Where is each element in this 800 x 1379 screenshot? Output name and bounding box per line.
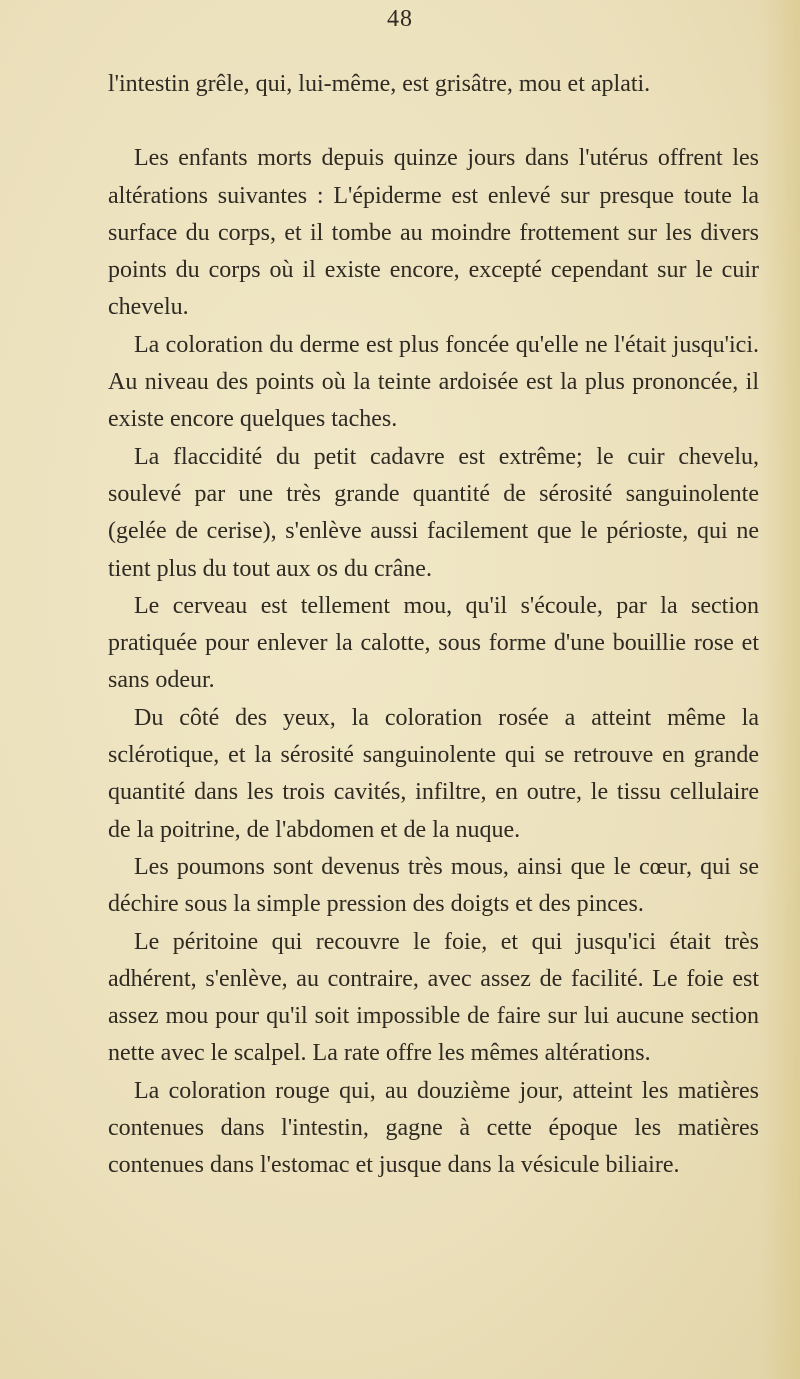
paragraph: Le péritoine qui recouvre le foie, et qui jusqu'ici était très adhérent, s'enlève, au contraire, avec assez de facilité. Le foie est assez mou pour qu'il soit impossible de faire sur lui aucune section nette avec le scalpel. La rate offre les mêmes altérations.	[108, 928, 759, 1067]
paragraph: La coloration rouge qui, au douzième jour, atteint les matières contenues dans l'intestin, gagne à cette époque les matières contenues dans l'estomac et jusque dans la vésicule biliaire.	[108, 1077, 759, 1179]
paragraph: Du côté des yeux, la coloration rosée a atteint même la sclérotique, et la sérosité sanguinolente qui se retrouve en grande quantité dans les trois cavités, infiltre, en outre, le tissu cellulaire de la poitrine, de l'abdomen et de la nuque.	[108, 704, 759, 843]
body-text	[108, 66, 759, 1185]
paragraph: La flaccidité du petit cadavre est extrême; le cuir chevelu, soulevé par une très grande quantité de sérosité sanguinolente (gelée de cerise), s'enlève aussi facilement que le périoste, qui ne tient plus du tout aux os du crâne.	[108, 443, 759, 582]
paragraph: La coloration du derme est plus foncée qu'elle ne l'était jusqu'ici. Au niveau des points où la teinte ardoisée est la plus prononcée, il existe encore quelques taches.	[108, 331, 759, 433]
page-number: 48	[387, 6, 413, 32]
paragraph: Les poumons sont devenus très mous, ainsi que le cœur, qui se déchire sous la simple pression des doigts et des pinces.	[108, 853, 759, 918]
paragraph: Le cerveau est tellement mou, qu'il s'écoule, par la section pratiquée pour enlever la calotte, sous forme d'une bouillie rose et sans odeur.	[108, 592, 759, 694]
page-edge-shadow	[760, 0, 800, 1379]
paragraph-continuation: l'intestin grêle, qui, lui-même, est grisâtre, mou et aplati.	[108, 71, 651, 97]
paragraph: Les enfants morts depuis quinze jours dans l'utérus offrent les altérations suivantes : L'épiderme est enlevé sur presque toute la surface du corps, et il tombe au moindre frottement sur les divers points du corps où il existe encore, excepté cependant sur le cuir chevelu.	[108, 145, 759, 321]
